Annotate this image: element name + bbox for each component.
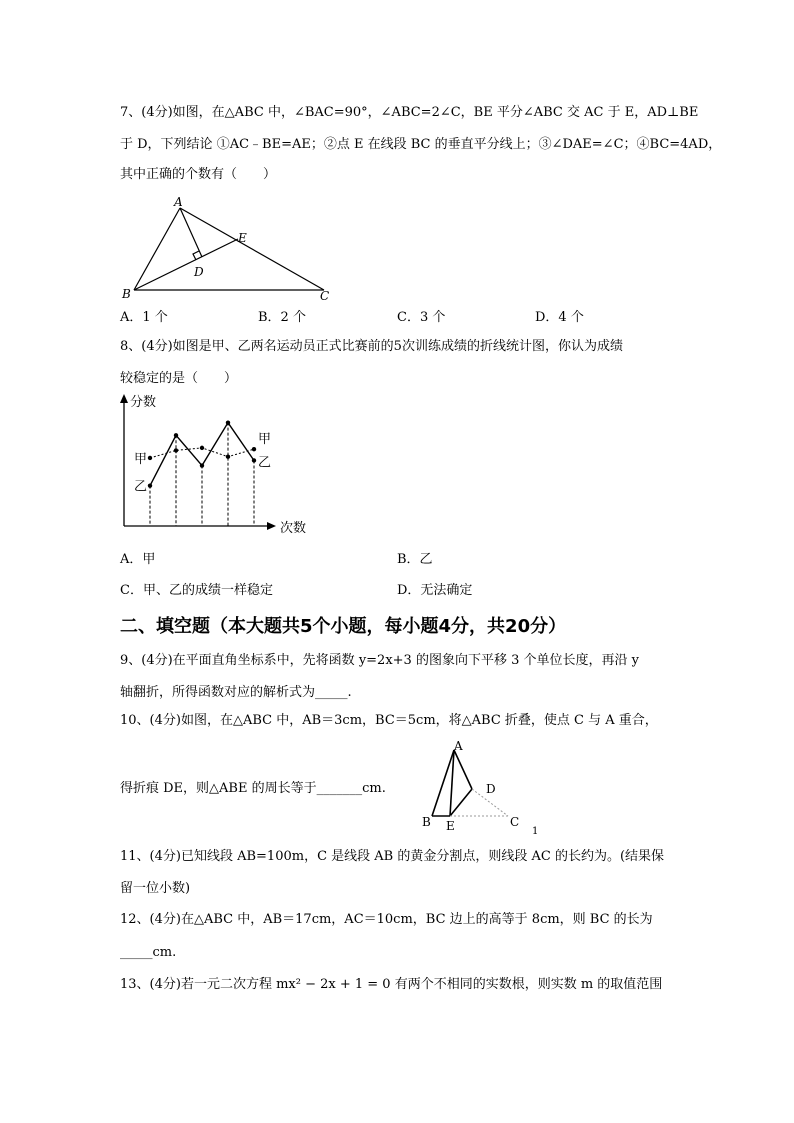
- q7-label-d: D: [194, 265, 204, 279]
- q8-option-c[interactable]: C．甲、乙的成绩一样稳定: [120, 583, 273, 598]
- q7-triangle-figure: [110, 192, 350, 304]
- q10-label-c: C: [510, 815, 520, 829]
- q12-line-1: 12、(4分)在△ABC 中，AB＝17cm，AC＝10cm，BC 边上的高等于 8cm，则 BC 的长为: [120, 912, 653, 927]
- x-axis-label: 次数: [280, 521, 307, 536]
- q7-label-e: E: [238, 231, 247, 245]
- q7-side-ab: [134, 208, 180, 290]
- q7-label-a: A: [174, 195, 183, 209]
- q10-label-extra: 1: [532, 826, 539, 835]
- q10-segment-ad: [454, 750, 472, 789]
- q7-label-b: B: [122, 287, 131, 301]
- series-1-point-1: [148, 456, 152, 460]
- q11-line-1: 11、(4分)已知线段 AB=100m，C 是线段 AB 的黄金分割点，则线段 AC 的长约为。(结果保: [120, 849, 665, 864]
- series-2-label-end: 乙: [258, 455, 272, 471]
- y-axis-label: 分数: [130, 395, 157, 410]
- series-2-point-4: [226, 420, 230, 424]
- q7-option-c[interactable]: C．3 个: [397, 310, 446, 325]
- q13-line-1: 13、(4分)若一元二次方程 mx² − 2x + 1 = 0 有两个不相同的实数根，则实数 m 的取值范围: [120, 977, 663, 992]
- series-1-point-2: [174, 448, 178, 452]
- section-2-heading: 二、填空题（本大题共5个小题，每小题4分，共20分）: [120, 616, 567, 637]
- q7-option-b[interactable]: B．2 个: [258, 310, 306, 325]
- series-2-point-3: [200, 463, 204, 467]
- q10-label-e: E: [446, 819, 455, 833]
- series-2-point-2: [174, 433, 178, 437]
- series-1-point-5: [252, 447, 256, 451]
- series-2-label-start: 乙: [134, 479, 148, 495]
- q7-segment-be: [134, 239, 238, 290]
- q7-line-1: 7、(4分)如图，在△ABC 中，∠BAC=90°，∠ABC=2∠C，BE 平分∠ABC 交 AC 于 E，AD⊥BE: [120, 105, 699, 120]
- q8-option-a[interactable]: A．甲: [120, 552, 156, 567]
- series-2-point-5: [252, 458, 256, 462]
- q10-label-b: B: [422, 815, 431, 829]
- q7-option-a[interactable]: A．1 个: [120, 310, 168, 325]
- q10-fold-figure: [408, 740, 548, 835]
- q8-line-1: 8、(4分)如图是甲、乙两名运动员正式比赛前的5次训练成绩的折线统计图，你认为成绩: [120, 339, 623, 354]
- series-1-label-start: 甲: [134, 451, 148, 467]
- q7-segment-ad: [180, 208, 202, 257]
- series-1-point-4: [226, 455, 230, 459]
- q7-option-d[interactable]: D．4 个: [535, 310, 584, 325]
- q8-line-2: 较稳定的是（ ）: [120, 371, 238, 386]
- q9-line-2: 轴翻折，所得函数对应的解析式为_____.: [120, 685, 352, 700]
- q8-option-d[interactable]: D．无法确定: [397, 583, 473, 598]
- series-1-label-end: 甲: [258, 432, 272, 448]
- q9-line-1: 9、(4分)在平面直角坐标系中，先将函数 y=2x+3 的图象向下平移 3 个单位长度，再沿 y: [120, 653, 639, 668]
- q10-label-d: D: [486, 782, 496, 796]
- q10-fold-line-de: [450, 789, 472, 816]
- q7-line-3: 其中正确的个数有（ ）: [120, 167, 277, 182]
- q7-line-2: 于 D，下列结论 ①AC﹣BE=AE；②点 E 在线段 BC 的垂直平分线上；③∠DAE=∠C；④BC=4AD，: [120, 137, 722, 152]
- series-2-point-1: [148, 483, 152, 487]
- q7-label-c: C: [320, 289, 330, 303]
- y-axis-arrow: [120, 394, 128, 403]
- q11-line-2: 留一位小数): [120, 881, 191, 896]
- q10-label-a: A: [454, 740, 463, 753]
- q10-line-2: 得折痕 DE，则△ABE 的周长等于_______cm.: [120, 781, 386, 796]
- q8-option-b[interactable]: B．乙: [397, 552, 433, 567]
- q10-line-1: 10、(4分)如图，在△ABC 中，AB＝3cm，BC＝5cm，将△ABC 折叠，使点 C 与 A 重合，: [120, 713, 658, 728]
- x-axis-arrow: [267, 522, 276, 530]
- q8-line-chart: [110, 390, 320, 538]
- q12-line-2: _____cm.: [120, 945, 177, 960]
- series-1-point-3: [200, 446, 204, 450]
